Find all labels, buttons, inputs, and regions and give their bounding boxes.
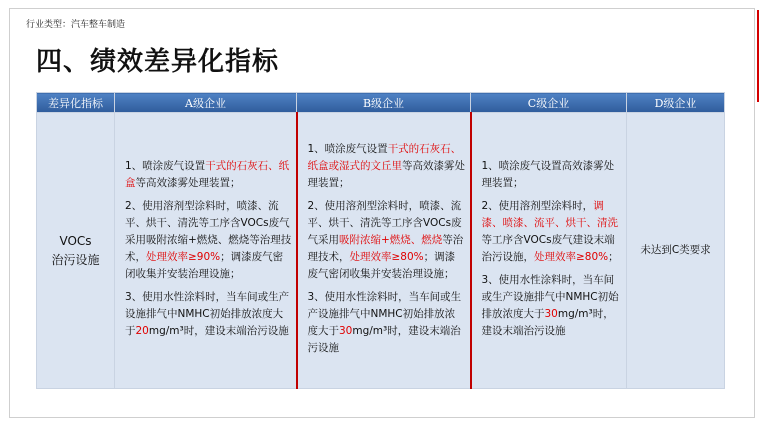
table-header-row <box>37 93 725 113</box>
grade-b-item-1: 1、喷涂废气设置干式的石灰石、纸盒或湿式的文丘里等高效漆雾处理装置； <box>307 143 465 189</box>
header-grade-b: B级企业 <box>297 93 471 113</box>
header-indicator: 差异化指标 <box>37 93 115 113</box>
grade-c-item-2: 2、使用溶剂型涂料时，调漆、喷漆、流平、烘干、清洗等工序含VOCs废气建设末端治污设施，处理效率≥80%； <box>481 200 619 263</box>
accent-bar <box>757 10 759 102</box>
grade-c-item-1: 1、喷涂废气设置高效漆雾处理装置； <box>481 160 615 189</box>
grade-a-item-1: 1、喷涂废气设置干式的石灰石、纸盒等高效漆雾处理装置； <box>125 160 290 189</box>
row-label-cell <box>37 113 115 389</box>
table-row <box>37 113 725 389</box>
grade-d-cell: 未达到C类要求 <box>627 113 725 389</box>
grade-a-item-3: 3、使用水性涂料时，当车间或生产设施排气中NMHC初始排放浓度大于20mg/m³时，建设末端治污设施 <box>125 291 290 337</box>
grade-b-item-3: 3、使用水性涂料时，当车间或生产设施排气中NMHC初始排放浓度大于30mg/m³时，建设末端治污设施 <box>307 291 462 354</box>
header-grade-c: C级企业 <box>471 93 627 113</box>
header-grade-d: D级企业 <box>627 93 725 113</box>
indicator-table <box>36 92 725 389</box>
page-title: 四、绩效差异化指标 <box>36 47 280 77</box>
grade-b-cell <box>297 113 471 389</box>
row-label-line-1: VOCs <box>59 233 92 248</box>
grade-c-cell <box>471 113 627 389</box>
industry-label: 行业类型：汽车整车制造 <box>26 20 126 30</box>
grade-b-item-2: 2、使用溶剂型涂料时，喷漆、流平、烘干、清洗等工序含VOCs废气采用吸附浓缩+燃烧、燃烧等治理技术，处理效率≥80%；调漆废气密闭收集并安装治理设施； <box>307 200 464 280</box>
grade-a-cell <box>115 113 297 389</box>
grade-a-item-2: 2、使用溶剂型涂料时，喷漆、流平、烘干、清洗等工序含VOCs废气采用吸附浓缩+燃烧、燃烧等治理技术，处理效率≥90%；调漆废气密闭收集并安装治理设施； <box>125 200 292 280</box>
row-label-line-2: 治污设施 <box>51 252 100 267</box>
header-grade-a: A级企业 <box>115 93 297 113</box>
grade-c-item-3: 3、使用水性涂料时，当车间或生产设施排气中NMHC初始排放浓度大于30mg/m³时，建设末端治污设施 <box>481 274 619 337</box>
